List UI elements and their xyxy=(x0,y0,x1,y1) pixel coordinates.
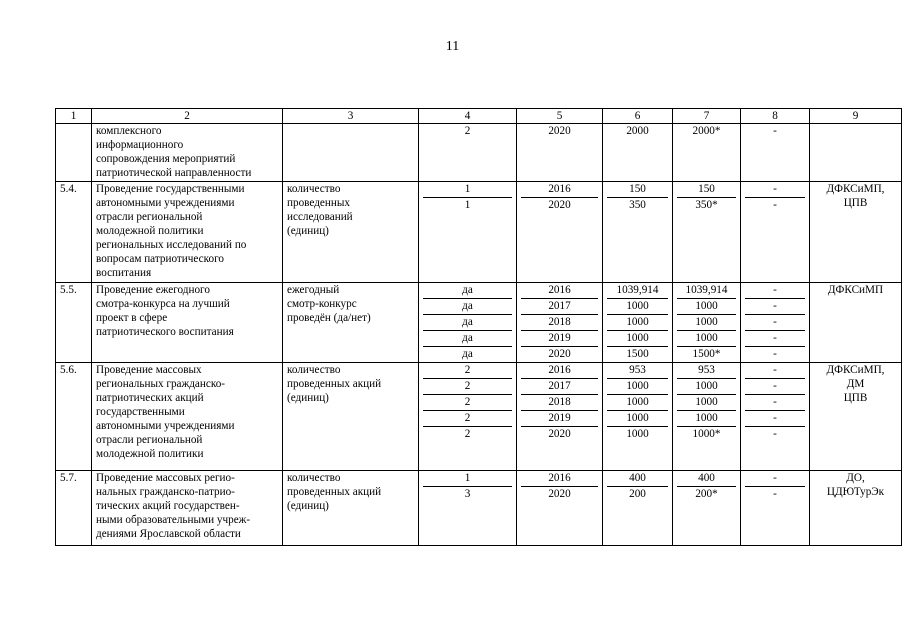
page-number: 11 xyxy=(445,39,460,54)
funding-total xyxy=(673,283,741,363)
year-value: 2020 xyxy=(548,348,571,360)
indicator-name-line: (единиц) xyxy=(287,392,329,404)
funding-planned-value: 1000 xyxy=(607,331,668,347)
activity-name-line: автономными учреждениями xyxy=(96,197,235,209)
funding-planned-value: 1000 xyxy=(607,411,668,427)
indicator-name xyxy=(283,283,419,363)
year-value: 2020 xyxy=(548,125,571,137)
funding-planned-value: 200 xyxy=(629,488,646,500)
funding-total-value: 1000 xyxy=(677,331,736,347)
column-header-4: 4 xyxy=(419,109,517,124)
year-value: 2016 xyxy=(521,363,598,379)
activity-name xyxy=(92,363,283,471)
funding-other-value: - xyxy=(773,199,777,211)
indicator-name-line: ежегодный xyxy=(287,284,340,296)
funding-other xyxy=(741,182,810,283)
executor-line: ДМ xyxy=(846,378,865,390)
activity-name-line: региональных исследований по xyxy=(96,239,247,251)
column-header-2: 2 xyxy=(92,109,283,124)
column-header-9: 9 xyxy=(810,109,902,124)
funding-total-value: 400 xyxy=(677,471,736,487)
activity-name-line: отрасли региональной xyxy=(96,211,203,223)
executor xyxy=(810,124,902,182)
indicator-name xyxy=(283,124,419,182)
activity-name-line: региональных гражданско- xyxy=(96,378,226,390)
funding-planned-value: 1000 xyxy=(607,299,668,315)
funding-total-value: 953 xyxy=(677,363,736,379)
funding-planned-value: 1039,914 xyxy=(607,283,668,299)
row-number: 5.7. xyxy=(56,471,92,546)
executor xyxy=(810,283,902,363)
activity-name-line: информационного xyxy=(96,139,184,151)
year-value: 2019 xyxy=(521,411,598,427)
funding-other-value: - xyxy=(773,125,777,137)
activity-name-line: дениями Ярославской области xyxy=(96,528,241,540)
indicator-name-line: (единиц) xyxy=(287,500,329,512)
indicator-value-value: 2 xyxy=(464,125,471,137)
indicator-name xyxy=(283,363,419,471)
indicator-value xyxy=(419,283,517,363)
activity-name-line: Проведение государственными xyxy=(96,183,245,195)
row-number: 5.6. xyxy=(56,363,92,471)
activity-name xyxy=(92,283,283,363)
indicator-value-value: 1 xyxy=(423,182,512,198)
funding-planned xyxy=(603,182,673,283)
executor-line: ЦПВ xyxy=(843,392,868,404)
indicator-value-value: да xyxy=(423,299,512,315)
indicator-value-value: 2 xyxy=(423,395,512,411)
indicator-name-line: количество xyxy=(287,364,341,376)
activity-name-line: ными образовательными учреж- xyxy=(96,514,251,526)
funding-total-value: 1000* xyxy=(692,428,721,440)
funding-planned-value: 1000 xyxy=(607,315,668,331)
funding-other-value: - xyxy=(745,331,805,347)
activity-name xyxy=(92,182,283,283)
activity-name xyxy=(92,471,283,546)
year xyxy=(517,182,603,283)
funding-total-value: 1000 xyxy=(677,395,736,411)
indicator-name-line: исследований xyxy=(287,211,353,223)
funding-total-value: 1000 xyxy=(677,411,736,427)
column-header-3: 3 xyxy=(283,109,419,124)
funding-total xyxy=(673,124,741,182)
activity-name-line: отрасли региональной xyxy=(96,434,203,446)
indicator-value xyxy=(419,182,517,283)
year xyxy=(517,363,603,471)
funding-total xyxy=(673,363,741,471)
funding-other-value: - xyxy=(745,182,805,198)
header-row xyxy=(56,109,902,124)
activity-name-line: Проведение массовых регио- xyxy=(96,472,235,484)
activity-name-line: вопросам патриотического xyxy=(96,253,224,265)
executor-line: ЦПВ xyxy=(843,197,868,209)
executor xyxy=(810,182,902,283)
indicator-value-value: 1 xyxy=(423,471,512,487)
funding-total-value: 1039,914 xyxy=(677,283,736,299)
activity-name-line: патриотического воспитания xyxy=(96,326,234,338)
funding-other-value: - xyxy=(745,411,805,427)
indicator-name-line: количество xyxy=(287,472,341,484)
funding-planned xyxy=(603,124,673,182)
indicator-value-value: 2 xyxy=(423,363,512,379)
year-value: 2016 xyxy=(521,283,598,299)
funding-total xyxy=(673,182,741,283)
indicator-name-line: проведенных акций xyxy=(287,486,382,498)
indicator-value xyxy=(419,363,517,471)
funding-other-value: - xyxy=(745,379,805,395)
funding-total-value: 2000* xyxy=(692,125,721,137)
year-value: 2020 xyxy=(548,428,571,440)
indicator-value-value: 2 xyxy=(423,379,512,395)
table-row xyxy=(56,471,902,546)
activity-name-line: патриотической направленности xyxy=(96,167,252,179)
column-header-1: 1 xyxy=(56,109,92,124)
funding-planned-value: 1000 xyxy=(607,379,668,395)
row-number xyxy=(56,124,92,182)
funding-planned xyxy=(603,471,673,546)
column-header-7: 7 xyxy=(673,109,741,124)
funding-other xyxy=(741,124,810,182)
activity-name-line: сопровождения мероприятий xyxy=(96,153,236,165)
funding-total-value: 1000 xyxy=(677,299,736,315)
activity-name-line: смотра-конкурса на лучший xyxy=(96,298,230,310)
indicator-value-value: 2 xyxy=(423,411,512,427)
activity-name-line: патриотических акций xyxy=(96,392,204,404)
activity-name-line: Проведение ежегодного xyxy=(96,284,210,296)
year xyxy=(517,471,603,546)
activity-name xyxy=(92,124,283,182)
funding-total-value: 1000 xyxy=(677,379,736,395)
year-value: 2018 xyxy=(521,395,598,411)
funding-other-value: - xyxy=(745,395,805,411)
indicator-name-line: проведенных акций xyxy=(287,378,382,390)
funding-other-value: - xyxy=(773,348,777,360)
row-number: 5.5. xyxy=(56,283,92,363)
table-row xyxy=(56,182,902,283)
indicator-value-value: да xyxy=(423,315,512,331)
activity-name-line: воспитания xyxy=(96,267,152,279)
funding-total-value: 150 xyxy=(677,182,736,198)
funding-other-value: - xyxy=(745,471,805,487)
table-row xyxy=(56,363,902,471)
executor-line: ДФКСиМП, xyxy=(826,183,885,195)
table-row xyxy=(56,124,902,182)
activity-name-line: проект в сфере xyxy=(96,312,168,324)
plan-table xyxy=(55,108,902,546)
indicator-value-value: да xyxy=(423,283,512,299)
indicator-value-value: 1 xyxy=(464,199,471,211)
year-value: 2020 xyxy=(548,488,571,500)
indicator-name xyxy=(283,471,419,546)
funding-planned-value: 1500 xyxy=(626,348,649,360)
indicator-name-line: количество xyxy=(287,183,341,195)
executor xyxy=(810,471,902,546)
column-header-8: 8 xyxy=(741,109,810,124)
funding-other xyxy=(741,471,810,546)
funding-other xyxy=(741,283,810,363)
indicator-name-line: (единиц) xyxy=(287,225,329,237)
indicator-name-line: проведенных xyxy=(287,197,350,209)
table-row xyxy=(56,283,902,363)
funding-planned-value: 1000 xyxy=(607,395,668,411)
activity-name-line: государственными xyxy=(96,406,185,418)
funding-other-value: - xyxy=(745,283,805,299)
funding-other-value: - xyxy=(745,363,805,379)
column-header-6: 6 xyxy=(603,109,673,124)
activity-name-line: тических акций государствен- xyxy=(96,500,240,512)
indicator-name xyxy=(283,182,419,283)
activity-name-line: автономными учреждениями xyxy=(96,420,235,432)
funding-planned-value: 150 xyxy=(607,182,668,198)
year xyxy=(517,283,603,363)
funding-planned-value: 2000 xyxy=(626,125,649,137)
funding-planned-value: 1000 xyxy=(626,428,649,440)
indicator-value-value: да xyxy=(423,331,512,347)
funding-other-value: - xyxy=(773,488,777,500)
activity-name-line: Проведение массовых xyxy=(96,364,202,376)
funding-other-value: - xyxy=(745,299,805,315)
executor-line: ДФКСиМП, xyxy=(826,364,885,376)
funding-total-value: 350* xyxy=(695,199,718,211)
year-value: 2020 xyxy=(548,199,571,211)
funding-total xyxy=(673,471,741,546)
funding-planned-value: 400 xyxy=(607,471,668,487)
executor-line: ДФКСиМП xyxy=(827,284,884,296)
year-value: 2016 xyxy=(521,471,598,487)
executor-line: ЦДЮТурЭк xyxy=(826,486,885,498)
funding-planned-value: 350 xyxy=(629,199,646,211)
indicator-value-value: 2 xyxy=(464,428,471,440)
funding-total-value: 1500* xyxy=(692,348,721,360)
year xyxy=(517,124,603,182)
year-value: 2017 xyxy=(521,379,598,395)
funding-other xyxy=(741,363,810,471)
activity-name-line: молодежной политики xyxy=(96,448,204,460)
indicator-value xyxy=(419,471,517,546)
funding-other-value: - xyxy=(745,315,805,331)
funding-total-value: 1000 xyxy=(677,315,736,331)
indicator-name-line: проведён (да/нет) xyxy=(287,312,371,324)
indicator-name-line: смотр-конкурс xyxy=(287,298,357,310)
executor xyxy=(810,363,902,471)
indicator-value-value: 3 xyxy=(464,488,471,500)
executor-line: ДО, xyxy=(846,472,865,484)
activity-name-line: нальных гражданско-патрио- xyxy=(96,486,235,498)
indicator-value-value: да xyxy=(462,348,473,360)
activity-name-line: комплексного xyxy=(96,125,162,137)
funding-planned xyxy=(603,363,673,471)
row-number: 5.4. xyxy=(56,182,92,283)
funding-other-value: - xyxy=(773,428,777,440)
year-value: 2017 xyxy=(521,299,598,315)
year-value: 2016 xyxy=(521,182,598,198)
funding-total-value: 200* xyxy=(695,488,718,500)
year-value: 2018 xyxy=(521,315,598,331)
funding-planned-value: 953 xyxy=(607,363,668,379)
funding-planned xyxy=(603,283,673,363)
indicator-value xyxy=(419,124,517,182)
activity-name-line: молодежной политики xyxy=(96,225,204,237)
year-value: 2019 xyxy=(521,331,598,347)
column-header-5: 5 xyxy=(517,109,603,124)
